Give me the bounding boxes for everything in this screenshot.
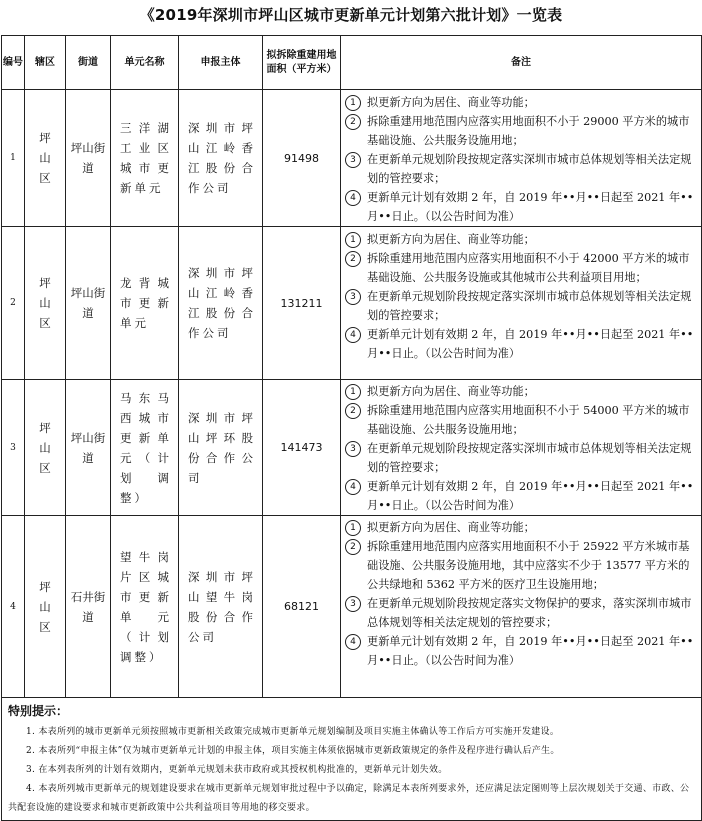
- row-street: 坪山街道: [66, 227, 111, 380]
- row-district: 坪山区: [25, 90, 66, 227]
- row-notes: [341, 380, 702, 516]
- circled-number: 4: [345, 190, 361, 206]
- table-row: [2, 90, 702, 227]
- note-text: 更新单元计划有效期 2 年，自 2019 年••月••日起至 2021 年••月••日止。（以公告时间为准）: [367, 635, 694, 667]
- note-text: 更新单元计划有效期 2 年，自 2019 年••月••日起至 2021 年••月••日止。（以公告时间为准）: [367, 191, 694, 223]
- circled-number: 3: [345, 289, 361, 305]
- remarks-row: [2, 698, 702, 821]
- col-header-applicant: 申报主体: [179, 36, 263, 90]
- col-header-area: 拟拆除重建用地面积（平方米）: [263, 36, 341, 90]
- note-item: [345, 537, 697, 594]
- note-text: 在更新单元规划阶段按规定落实深圳市城市总体规划等相关法定规划的管控要求；: [367, 442, 692, 474]
- row-no: 4: [2, 516, 25, 698]
- row-applicant: 深圳市坪山江岭香江股份合作公司: [179, 227, 263, 380]
- note-item: [345, 230, 697, 249]
- note-item: [345, 93, 697, 112]
- row-unit-name: 龙背城市更新单元: [111, 227, 179, 380]
- circled-number: 1: [345, 520, 361, 536]
- row-notes: [341, 90, 702, 227]
- col-header-district: 辖区: [25, 36, 66, 90]
- row-no: 2: [2, 227, 25, 380]
- row-notes: [341, 227, 702, 380]
- row-area: 141473: [263, 380, 341, 516]
- table-row: [2, 380, 702, 516]
- note-text: 拆除重建用地范围内应落实用地面积不小于 29000 平方米的城市基础设施、公共服务设施用地；: [367, 115, 690, 147]
- row-street: 坪山街道: [66, 380, 111, 516]
- row-unit-name: 马东马西城市更新单元（计划调整）: [111, 380, 179, 516]
- page-title: 《2019年深圳市坪山区城市更新单元计划第六批计划》一览表: [139, 6, 563, 24]
- note-text: 拟更新方向为居住、商业等功能；: [367, 385, 535, 398]
- circled-number: 4: [345, 327, 361, 343]
- remark-item: 4. 本表所列城市更新单元的规划建设要求在城市更新单元规划审批过程中予以确定，除满足本表所列要求外，还应满足法定图则等上层次规划关于交通、市政、公共配套设施的建设要求和城市更新政策中公共利益项目等用地的移交要求。: [8, 784, 690, 813]
- circled-number: 4: [345, 634, 361, 650]
- circled-number: 3: [345, 596, 361, 612]
- row-applicant: 深圳市坪山坪环股份合作公司: [179, 380, 263, 516]
- row-street: 石井街道: [66, 516, 111, 698]
- note-item: [345, 518, 697, 537]
- row-area: 68121: [263, 516, 341, 698]
- circled-number: 1: [345, 95, 361, 111]
- col-header-notes: 备注: [341, 36, 702, 90]
- row-no: 3: [2, 380, 25, 516]
- row-area: 131211: [263, 227, 341, 380]
- note-item: [345, 150, 697, 188]
- note-text: 拆除重建用地范围内应落实用地面积不小于 42000 平方米的城市基础设施、公共服务设施或其他城市公共利益项目用地；: [367, 252, 690, 284]
- note-item: [345, 188, 697, 226]
- header-row: [2, 36, 702, 90]
- remark-item: 1. 本表所列的城市更新单元须按照城市更新相关政策完成城市更新单元规划编制及项目实施主体确认等工作后方可实施开发建设。: [26, 727, 560, 737]
- note-item: [345, 439, 697, 477]
- circled-number: 2: [345, 539, 361, 555]
- note-text: 在更新单元规划阶段按规定落实文物保护的要求，落实深圳市城市总体规划等相关法定规划的管控要求；: [367, 597, 692, 629]
- note-text: 在更新单元规划阶段按规定落实深圳市城市总体规划等相关法定规划的管控要求；: [367, 290, 692, 322]
- plan-table: [1, 35, 702, 821]
- note-item: [345, 594, 697, 632]
- note-text: 拟更新方向为居住、商业等功能；: [367, 233, 535, 246]
- row-unit-name: 三洋湖工业区城市更新单元: [111, 90, 179, 227]
- remarks-section: [2, 698, 702, 821]
- note-item: [345, 287, 697, 325]
- remarks-heading: 特别提示：: [8, 704, 69, 718]
- circled-number: 2: [345, 251, 361, 267]
- col-header-unit: 单元名称: [111, 36, 179, 90]
- table-row: [2, 516, 702, 698]
- col-header-street: 街道: [66, 36, 111, 90]
- row-area: 91498: [263, 90, 341, 227]
- note-item: [345, 632, 697, 670]
- note-text: 拟更新方向为居住、商业等功能；: [367, 96, 535, 109]
- note-text: 更新单元计划有效期 2 年，自 2019 年••月••日起至 2021 年••月••日止。（以公告时间为准）: [367, 480, 694, 512]
- note-text: 在更新单元规划阶段按规定落实深圳市城市总体规划等相关法定规划的管控要求；: [367, 153, 692, 185]
- circled-number: 3: [345, 152, 361, 168]
- note-text: 拆除重建用地范围内应落实用地面积不小于 25922 平方米城市基础设施、公共服务设施用地，其中应落实不少于 13577 平方米的公共绿地和 5362 平方米的医疗卫生设施用地；: [367, 540, 690, 591]
- row-district: 坪山区: [25, 227, 66, 380]
- table-row: [2, 227, 702, 380]
- circled-number: 1: [345, 232, 361, 248]
- circled-number: 1: [345, 384, 361, 400]
- note-text: 更新单元计划有效期 2 年，自 2019 年••月••日起至 2021 年••月••日止。（以公告时间为准）: [367, 328, 694, 360]
- note-text: 拆除重建用地范围内应落实用地面积不小于 54000 平方米的城市基础设施、公共服务设施用地；: [367, 404, 690, 436]
- circled-number: 3: [345, 441, 361, 457]
- note-text: 拟更新方向为居住、商业等功能；: [367, 521, 535, 534]
- row-district: 坪山区: [25, 380, 66, 516]
- note-item: [345, 112, 697, 150]
- note-item: [345, 382, 697, 401]
- row-unit-name: 望牛岗片区城市更新单元（计划调整）: [111, 516, 179, 698]
- circled-number: 2: [345, 403, 361, 419]
- row-notes: [341, 516, 702, 698]
- note-item: [345, 401, 697, 439]
- remark-item: 3. 在本列表所列的计划有效期内，更新单元规划未获市政府或其授权机构批准的，更新单元计划失效。: [26, 765, 448, 775]
- circled-number: 2: [345, 114, 361, 130]
- row-applicant: 深圳市坪山江岭香江股份合作公司: [179, 90, 263, 227]
- row-applicant: 深圳市坪山望牛岗股份合作公司: [179, 516, 263, 698]
- circled-number: 4: [345, 479, 361, 495]
- remark-item: 2. 本表所列“申报主体”仅为城市更新单元计划的申报主体，项目实施主体须依据城市更新政策规定的条件及程序进行确认后产生。: [26, 746, 560, 756]
- row-district: 坪山区: [25, 516, 66, 698]
- row-no: 1: [2, 90, 25, 227]
- col-header-no: 编号: [2, 36, 25, 90]
- note-item: [345, 249, 697, 287]
- note-item: [345, 477, 697, 515]
- note-item: [345, 325, 697, 363]
- row-street: 坪山街道: [66, 90, 111, 227]
